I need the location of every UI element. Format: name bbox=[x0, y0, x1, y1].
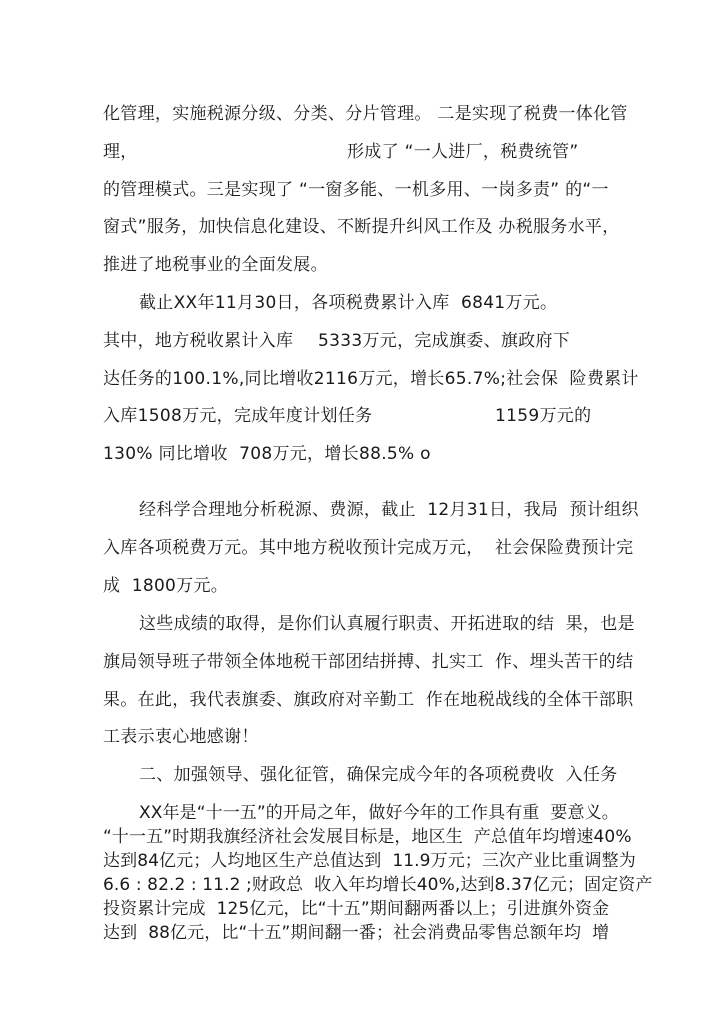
text-line: 推进了地税事业的全面发展。 bbox=[103, 255, 328, 275]
text-line: 130% 同比增收 708万元，增长88.5% o bbox=[103, 444, 431, 464]
section-heading: 二、加强领导、强化征管，确保完成今年的各项税费收 入任务 bbox=[139, 765, 618, 785]
text-line: 截止XX年11月30日，各项税费累计入库 6841万元。 bbox=[139, 293, 558, 313]
text-line: 入库1508万元，完成年度计划任务 bbox=[103, 406, 373, 426]
text-line: 达到 88亿元，比“十五”期间翻一番；社会消费品零售总额年均 增 bbox=[103, 923, 610, 943]
text-line: 其中，地方税收累计入库 bbox=[103, 331, 294, 351]
text-line: 达到84亿元；人均地区生产总值达到 11.9万元；三次产业比重调整为 bbox=[103, 851, 636, 871]
text-line: 6.6 : 82.2 : 11.2 ;财政总 收入年均增长40%,达到8.37亿元；固定资产 bbox=[103, 875, 653, 895]
text-line: 经科学合理地分析税源、费源，截止 12月31日，我局 预计组织 bbox=[139, 500, 639, 520]
text-line: 果。在此，我代表旗委、旗政府对辛勤工 作在地税战线的全体干部职 bbox=[103, 690, 634, 710]
text-line: 投资累计完成 125亿元，比“十五”期间翻两番以上；引进旗外资金 bbox=[103, 899, 610, 919]
text-line: 形成了 “一人进厂，税费统管” bbox=[347, 142, 579, 162]
text-line: 5333万元，完成旗委、旗政府下 bbox=[318, 331, 571, 351]
text-line: 的管理模式。三是实现了 “一窗多能、一机多用、一岗多责” 的“一 bbox=[103, 180, 609, 200]
text-line: 1159万元的 bbox=[495, 406, 592, 426]
text-line: 入库各项税费万元。其中地方税收预计完成万元， 社会保险费预计完 bbox=[103, 538, 634, 558]
text-line: 化管理，实施税源分级、分类、分片管理。 二是实现了税费一体化管 bbox=[103, 104, 628, 124]
text-line: “十一五”时期我旗经济社会发展目标是，地区生 产总值年均增速40% bbox=[103, 827, 632, 847]
text-line: 成 1800万元。 bbox=[103, 576, 229, 596]
text-line: 这些成绩的取得，是你们认真履行职责、开拓进取的结 果，也是 bbox=[139, 614, 635, 634]
text-line: 工表示衷心地感谢！ bbox=[103, 727, 259, 747]
text-line: 理， bbox=[103, 142, 138, 162]
text-line: 窗式”服务，加快信息化建设、不断提升纠风工作及 办税服务水平， bbox=[103, 217, 620, 237]
text-line: 达任务的100.1%,同比增收2116万元，增长65.7%;社会保 险费累计 bbox=[103, 369, 639, 389]
text-line: 旗局领导班子带领全体地税干部团结拼搏、扎实工 作、埋头苦干的结 bbox=[103, 652, 634, 672]
text-line: XX年是“十一五”的开局之年，做好今年的工作具有重 要意义。 bbox=[139, 803, 619, 823]
